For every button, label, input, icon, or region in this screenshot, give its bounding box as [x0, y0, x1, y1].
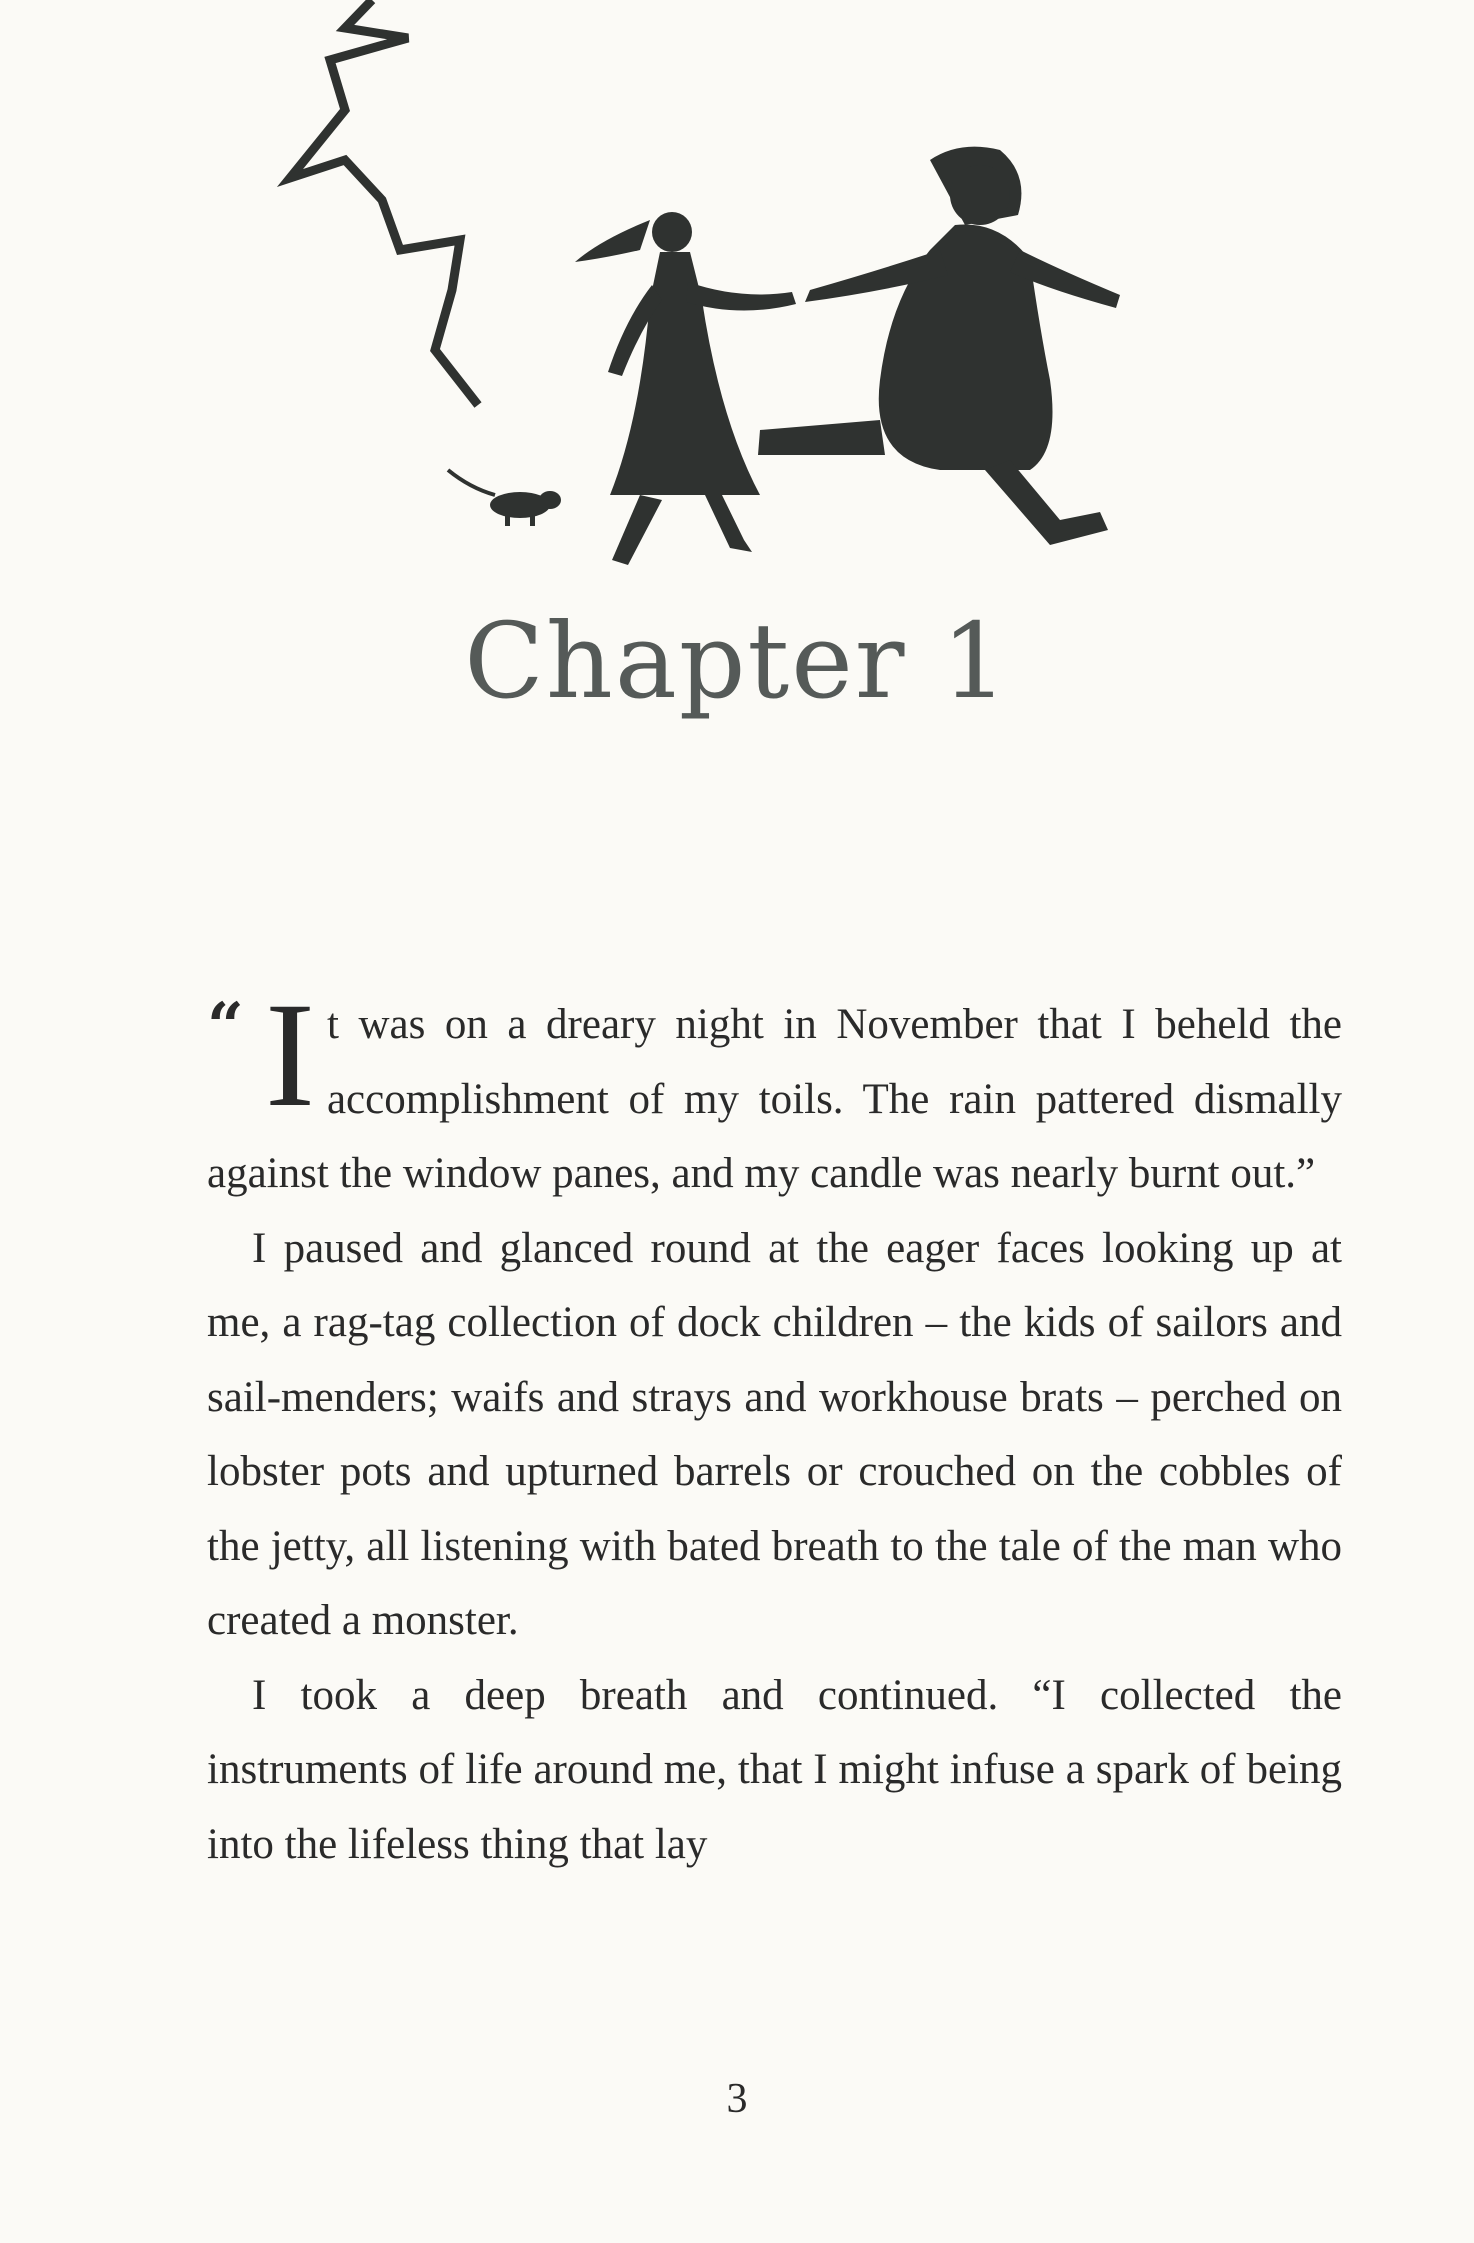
chapter-illustration — [0, 0, 1474, 600]
paragraph-1-text: t was on a dreary night in November that I beheld the accomplishment of my toils. The rain pattered dismally against the window panes, and my candle was nearly burnt out.” — [207, 1001, 1342, 1197]
lightning-bolt — [290, 0, 478, 405]
girl-silhouette — [575, 212, 796, 565]
rat-icon — [448, 470, 561, 526]
paragraph-3: I took a deep breath and continued. “I collected the instruments of life around me, that I might infuse a spark of being into the lifeless thing that lay — [207, 1671, 1342, 1868]
boy-silhouette — [758, 147, 1120, 545]
paragraph-1 — [207, 972, 1342, 1212]
chapter-title: Chapter 1 — [464, 600, 1010, 722]
opening-quote-mark: “ — [207, 989, 244, 1064]
paragraph-2: I paused and glanced round at the eager faces looking up at me, a rag-tag collection of dock children – the kids of sailors and sail-menders; waifs and strays and workhouse brats – perched on lobster pots and upturned barrels or crouched on the cobbles of the jetty, all listening with bated breath to the tale of the man who created a monster. — [207, 1224, 1342, 1644]
page-number: 3 — [726, 2076, 748, 2122]
drop-cap: I — [265, 972, 315, 1138]
chapter-body — [207, 972, 1342, 1882]
